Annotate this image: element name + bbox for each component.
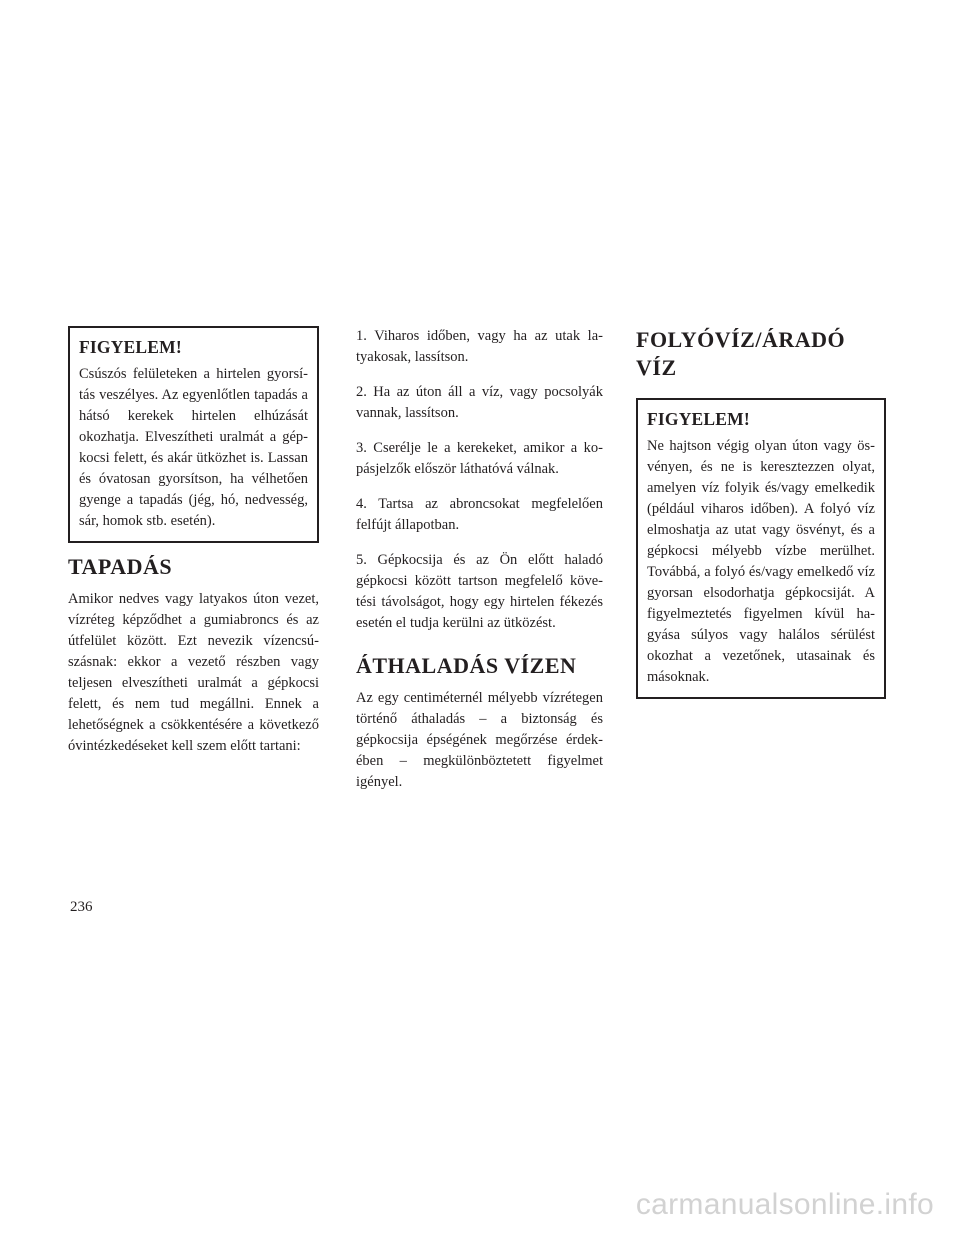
warning-box-flowing-water xyxy=(636,398,886,699)
list-item-5: 5. Gépkocsija és az Ön előtt haladó gépkocsi között tartson megfelelő követési távolságot, hogy egy hirtelen fékezés esetén el tudja kerülni az ütközést. xyxy=(356,552,603,631)
warning-title: FIGYELEM! xyxy=(79,337,182,357)
middle-column xyxy=(356,326,603,793)
list-item-2: 2. Ha az úton áll a víz, vagy pocsolyák vannak, lassítson. xyxy=(356,384,603,421)
traction-paragraph: Amikor nedves vagy latyakos úton vezet, vízréteg képződhet a gumiabroncs és az útfelület között. Ezt nevezik vízencsúszásnak: ekkor a vezető részben vagy teljesen elveszítheti uralmát a gépkocsi felett, és nem tud megállni. Ennek a lehetőségnek a csökkentésére a következő óvintézkedéseket kell szem előtt tartani: xyxy=(68,591,319,754)
section-heading-traction: TAPADÁS xyxy=(68,554,173,579)
page-number: 236 xyxy=(70,899,93,915)
section-heading-flowing-water: FOLYÓVÍZ/ÁRADÓ VÍZ xyxy=(636,327,846,380)
list-item-3: 3. Cserélje le a kerekeket, amikor a kopásjelzők először láthatóvá válnak. xyxy=(356,440,603,477)
right-column xyxy=(636,326,886,699)
list-item-4: 4. Tartsa az abroncsokat megfelelően felfújt állapotban. xyxy=(356,496,603,533)
watermark: carmanualsonline.info xyxy=(635,1188,934,1221)
warning-text: Ne hajtson végig olyan úton vagy ösvényen, és ne is keresztezzen olyat, amelyen víz folyik és/vagy emelkedik (például viharos időben). A folyó víz elmoshatja az utat vagy ösvényt, és a gépkocsi mélyebb vízbe merülhet. Továbbá, a folyó és/vagy emelkedő víz gyorsan elsodorhatja gépkocsiját. A figyelmeztetés figyelmen kívül hagyása súlyos vagy halálos sérülést okozhat a vezetőnek, utasainak és másoknak. xyxy=(647,438,875,685)
warning-text: Csúszós felületeken a hirtelen gyorsítás veszélyes. Az egyenlőtlen tapadás a hátsó kerekek hirtelen elhúzását okozhatja. Elveszítheti uralmát a gépkocsi felett, és akár ütközhet is. Lassan és óvatosan gyorsítson, ha vélhetően gyenge a tapadás (jég, hó, nedvesség, sár, homok stb. esetén). xyxy=(79,366,308,529)
warning-box-acceleration xyxy=(68,326,319,543)
section-heading-water-crossing: ÁTHALADÁS VÍZEN xyxy=(356,653,577,678)
water-crossing-paragraph: Az egy centiméternél mélyebb vízrétegen történő áthaladás – a biztonság és gépkocsija épségének megőrzése érdekében – megkülönböztetett figyelmet igényel. xyxy=(356,690,603,790)
warning-title: FIGYELEM! xyxy=(647,409,750,429)
list-item-1: 1. Viharos időben, vagy ha az utak latyakosak, lassítson. xyxy=(356,328,603,365)
left-column xyxy=(68,326,319,757)
